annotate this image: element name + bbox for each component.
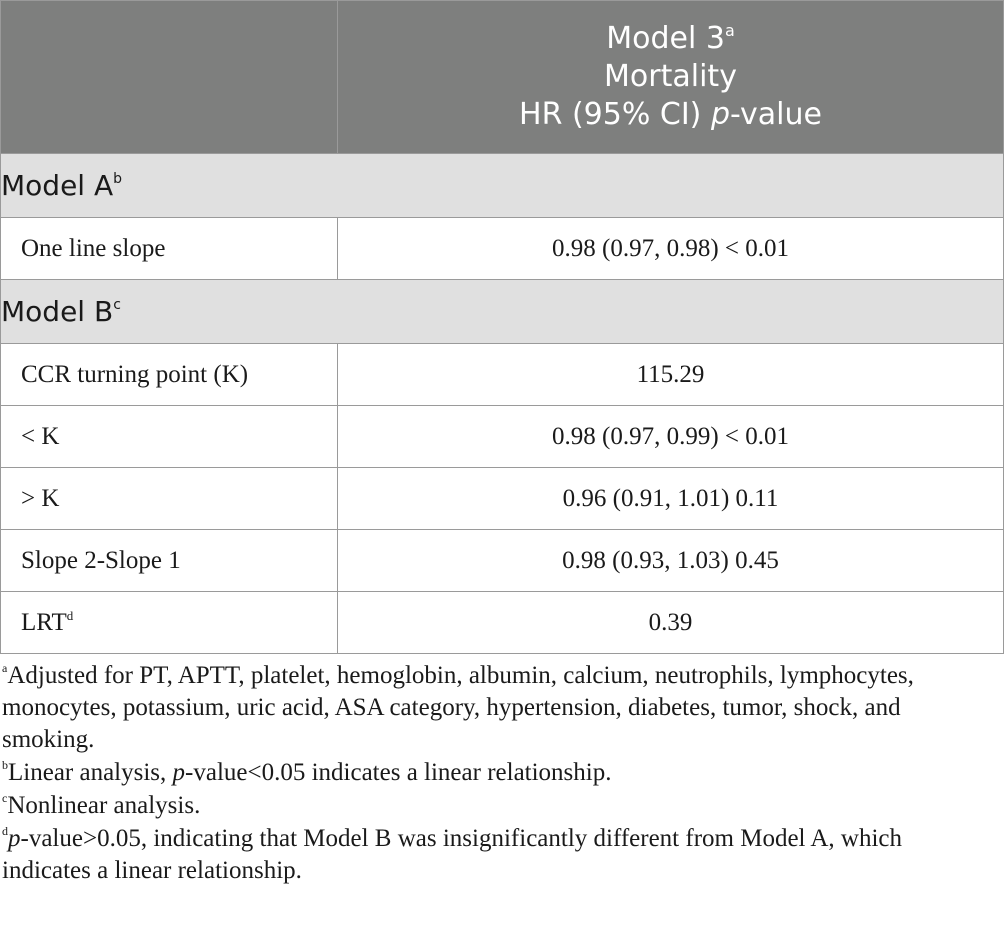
footnote-text-post: -value<0.05 indicates a linear relationship. xyxy=(185,759,612,786)
footnote-a xyxy=(2,660,996,756)
footnote-mark: b xyxy=(2,758,8,772)
footnote-ital: p xyxy=(8,825,21,852)
section-title-cell xyxy=(1,280,1004,344)
header-empty-cell xyxy=(1,1,338,154)
row-label-sup: d xyxy=(66,607,74,623)
section-row-model-b xyxy=(1,280,1004,344)
section-row-model-a xyxy=(1,154,1004,218)
header-line3-pre: HR (95% CI) xyxy=(519,97,711,132)
header-line3-post: -value xyxy=(729,97,822,132)
row-value: 0.39 xyxy=(338,592,1004,654)
table-row xyxy=(1,592,1004,654)
row-label: > K xyxy=(1,468,338,530)
row-value: 0.98 (0.97, 0.98) < 0.01 xyxy=(338,218,1004,280)
row-label: < K xyxy=(1,406,338,468)
row-label: CCR turning point (K) xyxy=(1,344,338,406)
row-label: Slope 2-Slope 1 xyxy=(1,530,338,592)
section-title: Model B xyxy=(1,295,114,328)
table-row xyxy=(1,406,1004,468)
header-line3-ital: p xyxy=(710,97,730,132)
footnote-ital: p xyxy=(172,759,186,786)
row-value: 0.98 (0.93, 1.03) 0.45 xyxy=(338,530,1004,592)
table-row xyxy=(1,468,1004,530)
table-row xyxy=(1,218,1004,280)
header-line1: Model 3 xyxy=(606,21,725,56)
section-title-cell xyxy=(1,154,1004,218)
section-sup: b xyxy=(113,171,123,187)
footnote-text: Adjusted for PT, APTT, platelet, hemoglobin, albumin, calcium, neutrophils, lymphocytes, monocytes, potassium, uric acid, ASA category, hypertension, diabetes, tumor, shock, and smoking. xyxy=(2,662,914,753)
header-model-cell xyxy=(338,1,1004,154)
table-header-row xyxy=(1,1,1004,154)
footnote-text-pre: Linear analysis, xyxy=(8,759,173,786)
footnote-c xyxy=(2,790,996,822)
header-sup-a: a xyxy=(724,21,735,40)
footnotes xyxy=(0,654,1004,887)
footnote-text: Nonlinear analysis. xyxy=(7,792,201,819)
table-row xyxy=(1,344,1004,406)
table-row xyxy=(1,530,1004,592)
section-title: Model A xyxy=(1,169,114,202)
footnote-mark: a xyxy=(2,661,8,675)
footnote-text-post: -value>0.05, indicating that Model B was insignificantly different from Model A, which indicates a linear relationship. xyxy=(2,825,903,884)
row-label: One line slope xyxy=(1,218,338,280)
row-value: 115.29 xyxy=(338,344,1004,406)
row-value: 0.98 (0.97, 0.99) < 0.01 xyxy=(338,406,1004,468)
footnote-d xyxy=(2,823,996,887)
row-label: LRT xyxy=(21,608,67,636)
header-line2: Mortality xyxy=(604,59,737,94)
row-label-cell xyxy=(1,592,338,654)
row-value: 0.96 (0.91, 1.01) 0.11 xyxy=(338,468,1004,530)
footnote-mark: d xyxy=(2,824,8,838)
footnote-b xyxy=(2,757,996,789)
section-sup: c xyxy=(113,297,121,313)
footnote-mark: c xyxy=(2,791,8,805)
